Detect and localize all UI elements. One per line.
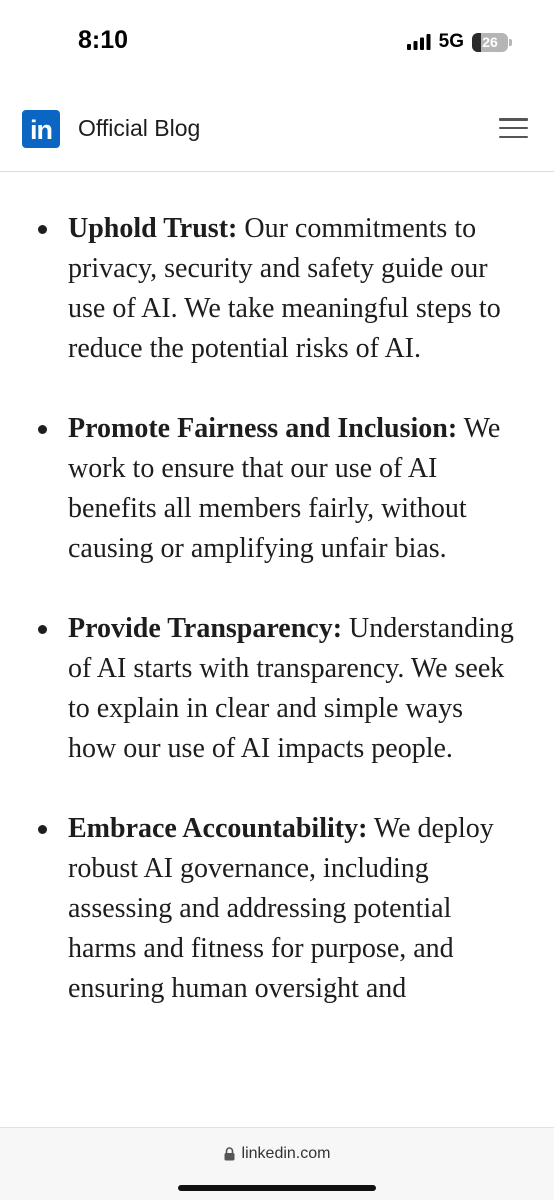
principle-body: We work to ensure that our use of AI benefits all members fairly, without causing or amplifying unfair bias. [68,413,501,564]
principle-body: Our commitments to privacy, security and safety guide our use of AI. We take meaningful steps to reduce the potential risks of AI. [68,213,501,364]
bullet-icon [38,825,47,834]
principle-body: We deploy robust AI governance, including assessing and addressing potential harms and fitness for purpose, and ensuring human oversight and [68,813,494,1004]
home-indicator[interactable] [178,1185,376,1191]
principle-body: Understanding of AI starts with transparency. We seek to explain in clear and simple ways how our use of AI impacts people. [68,613,514,764]
cellular-signal-icon [407,34,431,50]
bullet-icon [38,225,47,234]
battery-icon [472,33,508,52]
site-header [0,90,554,172]
list-item [0,209,554,369]
principles-list [0,209,554,1049]
status-bar [0,0,554,90]
list-item [0,809,554,1009]
browser-url-bar[interactable] [0,1127,554,1200]
principle-title: Embrace Accountability: [68,813,368,844]
lock-icon [224,1147,235,1161]
list-item [0,409,554,569]
bullet-icon [38,425,47,434]
list-item [0,609,554,769]
bullet-icon [38,625,47,634]
article-content [0,173,554,1127]
blog-title[interactable]: Official Blog [78,115,201,141]
status-time: 8:10 [78,26,129,54]
battery-fill [472,33,481,52]
menu-line [499,118,528,121]
menu-line [499,127,528,130]
status-indicators [407,31,508,53]
url-domain[interactable]: linkedin.com [241,1145,331,1162]
menu-line [499,136,528,139]
battery-level: 26 [482,34,498,50]
network-type: 5G [438,31,464,52]
battery-tip [509,39,512,46]
principle-title: Provide Transparency: [68,613,343,644]
hamburger-menu-icon[interactable] [499,118,528,138]
principle-title: Uphold Trust: [68,213,238,244]
url-display[interactable] [0,1145,554,1163]
linkedin-logo[interactable]: in [22,110,60,148]
principle-title: Promote Fairness and Inclusion: [68,413,458,444]
